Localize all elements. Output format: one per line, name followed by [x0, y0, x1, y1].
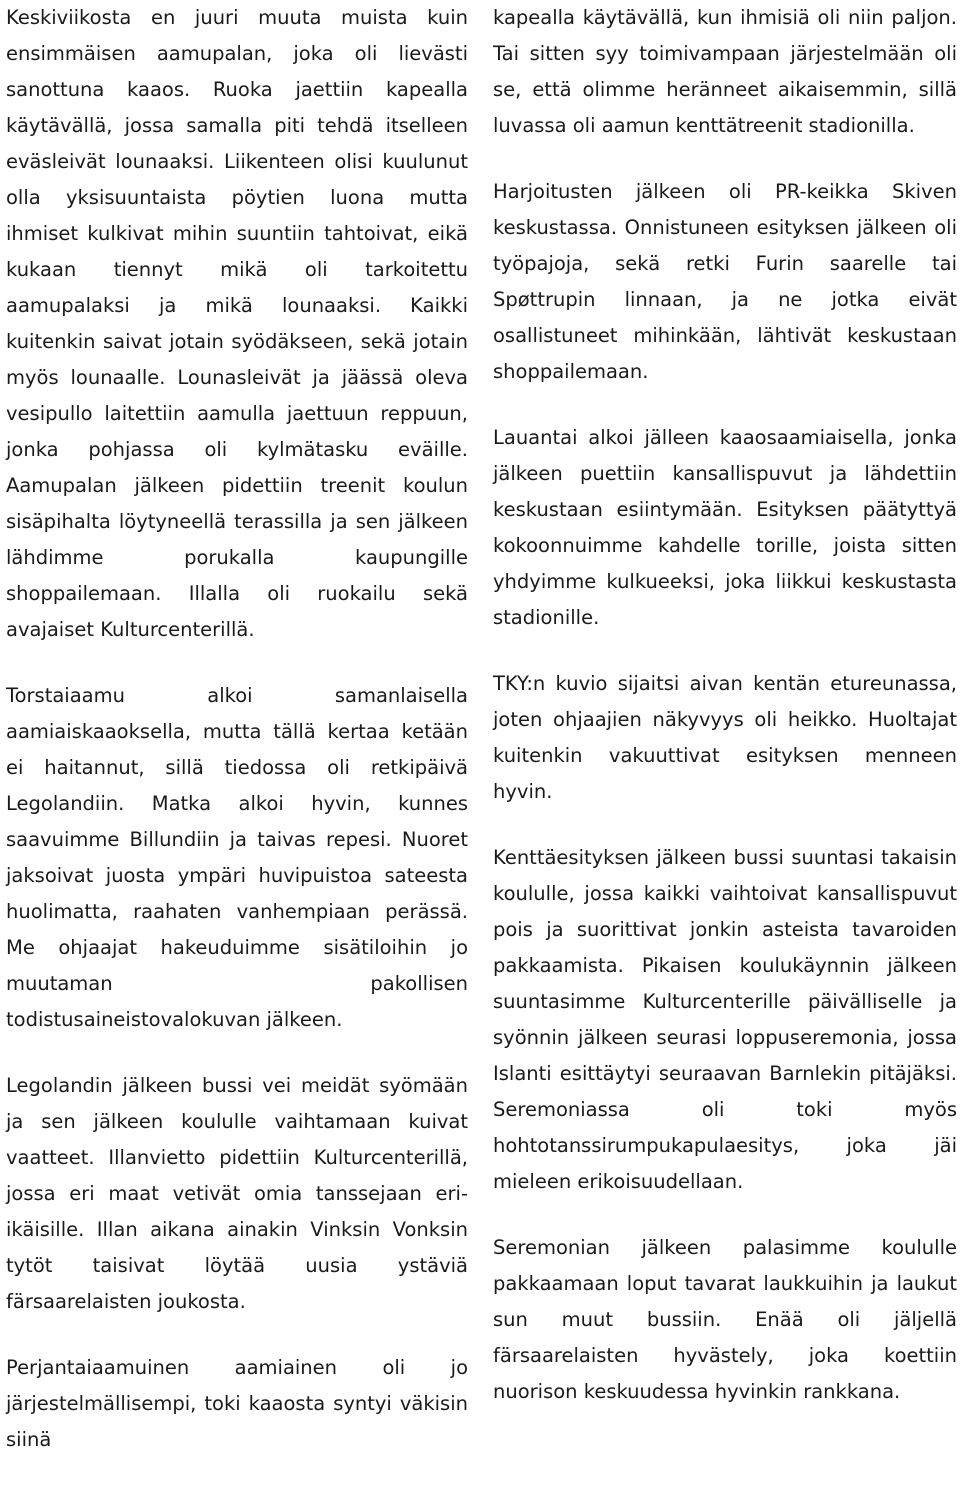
paragraph-pr-gig: Harjoitusten jälkeen oli PR-keikka Skiven keskustassa. Onnistuneen esityksen jälkeen oli työpajoja, sekä retki Furin saarelle tai Spøttrupin linnaan, ja ne jotka eivät osallistuneet mihinkään, lähtivät keskustaan shoppailemaan. — [493, 180, 957, 383]
paragraph-friday-continued: kapealla käytävällä, kun ihmisiä oli niin paljon. Tai sitten syy toimivampaan järjestelmään oli se, että olimme heränneet aikaisemmin, sillä luvassa oli aamun kenttätreenit stadionilla. — [493, 6, 957, 137]
paragraph-closing-ceremony: Kenttäesityksen jälkeen bussi suuntasi takaisin koululle, jossa kaikki vaihtoivat kansallispuvut pois ja suorittivat jonkin asteista tavaroiden pakkaamista. Pikaisen koulukäynnin jälkeen suuntasimme Kulturcenterille päivälliselle ja syönnin jälkeen seurasi loppuseremonia, jossa Islanti esittäytyi seuraavan Barnlekin pitäjäksi. Seremoniassa oli toki myös hohtotanssirumpukapulaesitys, joka jäi mieleen erikoisuudellaan. — [493, 846, 957, 1193]
paragraph-wednesday: Keskiviikosta en juuri muuta muista kuin ensimmäisen aamupalan, joka oli lievästi sanottuna kaaos. Ruoka jaettiin kapealla käytävällä, jossa samalla piti tehdä itselleen eväsleivät lounaaksi. Liikenteen olisi kuulunut olla yksisuuntaista pöytien luona mutta ihmiset kulkivat mihin suuntiin tahtoivat, eikä kukaan tiennyt mikä oli tarkoitettu aamupalaksi ja mikä lounaaksi. Kaikki kuitenkin saivat jotain syödäkseen, sekä jotain myös lounaalle. Lounasleivät ja jäässä oleva vesipullo laitettiin aamulla jaettuun reppuun, jonka pohjassa oli kylmätasku eväille. Aamupalan jälkeen pidettiin treenit koulun sisäpihalta löytyneellä terassilla ja sen jälkeen lähdimme porukalla kaupungille shoppailemaan. Illalla oli ruokailu sekä avajaiset Kulturcenterillä. — [6, 6, 468, 641]
paragraph-thursday: Torstaiaamu alkoi samanlaisella aamiaiskaaoksella, mutta tällä kertaa ketään ei haitannut, sillä tiedossa oli retkipäivä Legolandiin. Matka alkoi hyvin, kunnes saavuimme Billundiin ja taivas repesi. Nuoret jaksoivat juosta ympäri huvipuistoa sateesta huolimatta, raahaten vanhempiaan perässä. Me ohjaajat hakeuduimme sisätiloihin jo muutaman pakollisen todistusaineistovalokuvan jälkeen. — [6, 684, 468, 1031]
paragraph-tky-formation: TKY:n kuvio sijaitsi aivan kentän etureunassa, joten ohjaajien näkyvyys oli heikko. Huoltajat kuitenkin vakuuttivat esityksen menneen hyvin. — [493, 672, 957, 803]
paragraph-friday: Perjantaiaamuinen aamiainen oli jo järjestelmällisempi, toki kaaosta syntyi väkisin siinä — [6, 1356, 468, 1451]
paragraph-saturday: Lauantai alkoi jälleen kaaosaamiaisella, jonka jälkeen puettiin kansallispuvut ja lähdettiin keskustaan esiintymään. Esityksen päätyttyä kokoonnuimme kahdelle torille, joista sitten yhdyimme kulkueeksi, joka liikkui keskustasta stadionille. — [493, 426, 957, 629]
right-column — [493, 0, 957, 1440]
paragraph-farewell: Seremonian jälkeen palasimme koululle pakkaamaan loput tavarat laukkuihin ja laukut sun muut bussiin. Enää oli jäljellä färsaarelaisten hyvästely, joka koettiin nuorison keskuudessa hyvinkin rankkana. — [493, 1236, 957, 1403]
left-column — [6, 0, 468, 1488]
paragraph-after-legoland: Legolandin jälkeen bussi vei meidät syömään ja sen jälkeen koululle vaihtamaan kuivat vaatteet. Illanvietto pidettiin Kulturcenterillä, jossa eri maat vetivät omia tanssejaan eri-ikäisille. Illan aikana ainakin Vinksin Vonksin tytöt taisivat löytää uusia ystäviä färsaarelaisten joukosta. — [6, 1074, 468, 1313]
